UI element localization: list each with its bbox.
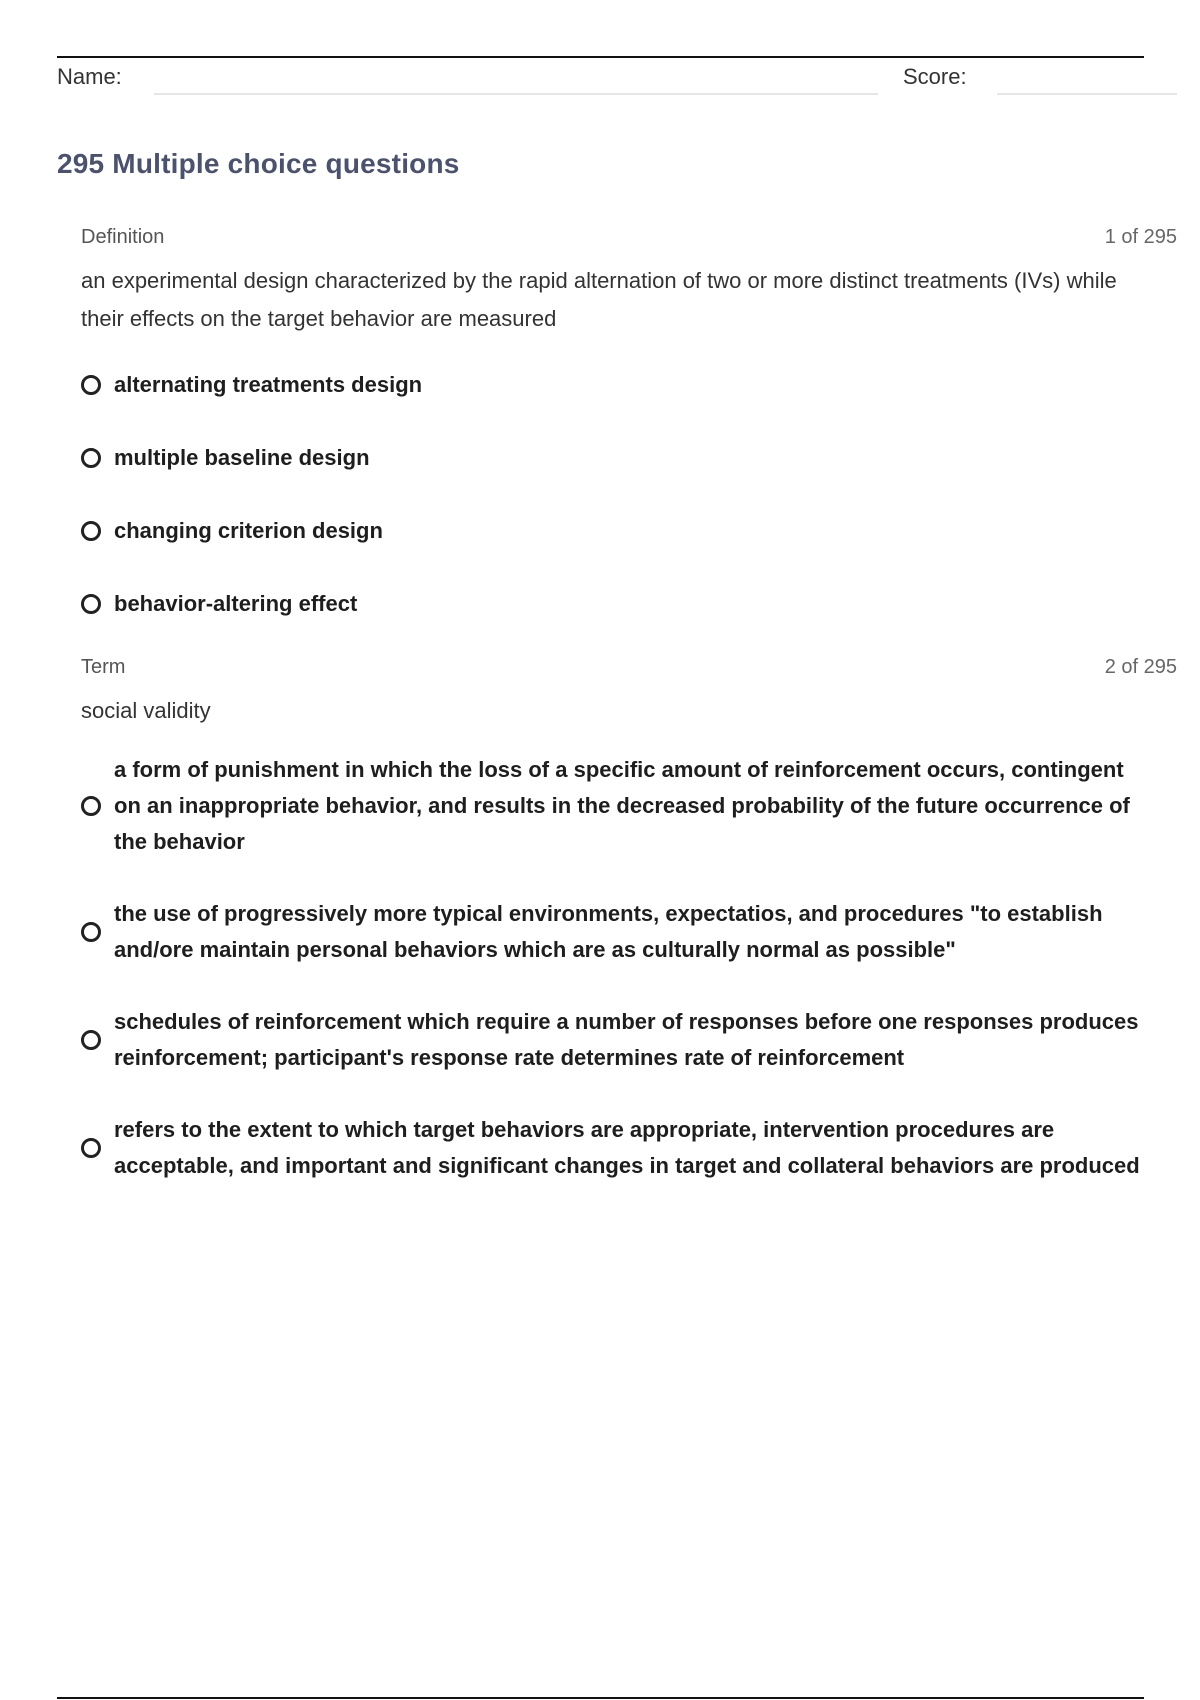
answer-option-label: schedules of reinforcement which require a number of responses before one responses produces reinforcement; participant's response rate determines rate of reinforcement: [114, 1009, 1139, 1070]
bottom-rule: [57, 1697, 1144, 1699]
answer-option[interactable]: [81, 752, 1177, 860]
question-meta: [81, 224, 1177, 252]
answer-option-label: changing criterion design: [114, 517, 383, 543]
answer-option[interactable]: [81, 494, 1177, 567]
answer-option-label: multiple baseline design: [114, 444, 370, 470]
answer-option-label: behavior-altering effect: [114, 590, 358, 616]
question-1: [81, 224, 1177, 640]
radio-button-icon[interactable]: [81, 448, 101, 468]
top-rule: [57, 56, 1144, 58]
radio-button-icon[interactable]: [81, 1138, 101, 1158]
answer-option[interactable]: [81, 1112, 1177, 1184]
answer-option-label: a form of punishment in which the loss of a specific amount of reinforcement occurs, contingent on an inappropriate behavior, and results in the decreased probability of the future occurrence of the behavior: [114, 757, 1130, 854]
page-title: 295 Multiple choice questions: [57, 148, 460, 179]
worksheet-header: [57, 62, 1177, 98]
radio-button-icon[interactable]: [81, 375, 101, 395]
question-prompt: social validity: [81, 698, 211, 723]
question-2: [81, 654, 1177, 1220]
name-input-line[interactable]: [154, 93, 878, 95]
answer-option[interactable]: [81, 1004, 1177, 1076]
score-label: Score:: [903, 64, 967, 89]
radio-button-icon[interactable]: [81, 1030, 101, 1050]
answer-option-label: the use of progressively more typical environments, expectatios, and procedures "to establish and/ore maintain personal behaviors which are as culturally normal as possible": [114, 901, 1103, 962]
question-counter: 1 of 295: [1104, 226, 1177, 248]
answer-options: [81, 752, 1177, 1184]
question-counter: 2 of 295: [1104, 656, 1177, 678]
radio-button-icon[interactable]: [81, 521, 101, 541]
question-type: Term: [81, 656, 126, 678]
answer-option[interactable]: [81, 896, 1177, 968]
question-meta: [81, 654, 1177, 682]
answer-option[interactable]: [81, 421, 1177, 494]
radio-button-icon[interactable]: [81, 796, 101, 816]
radio-button-icon[interactable]: [81, 594, 101, 614]
answer-option-label: refers to the extent to which target behaviors are appropriate, intervention procedures are acceptable, and important and significant changes in target and collateral behaviors are produced: [114, 1117, 1140, 1178]
score-input-line[interactable]: [997, 93, 1177, 95]
name-label: Name:: [57, 64, 122, 89]
radio-button-icon[interactable]: [81, 922, 101, 942]
answer-option[interactable]: [81, 567, 1177, 640]
question-prompt: an experimental design characterized by the rapid alternation of two or more distinct treatments (IVs) while their effects on the target behavior are measured: [81, 268, 1117, 331]
question-type: Definition: [81, 226, 165, 248]
answer-option[interactable]: [81, 348, 1177, 421]
answer-option-label: alternating treatments design: [114, 371, 423, 397]
answer-options: [81, 348, 1177, 640]
